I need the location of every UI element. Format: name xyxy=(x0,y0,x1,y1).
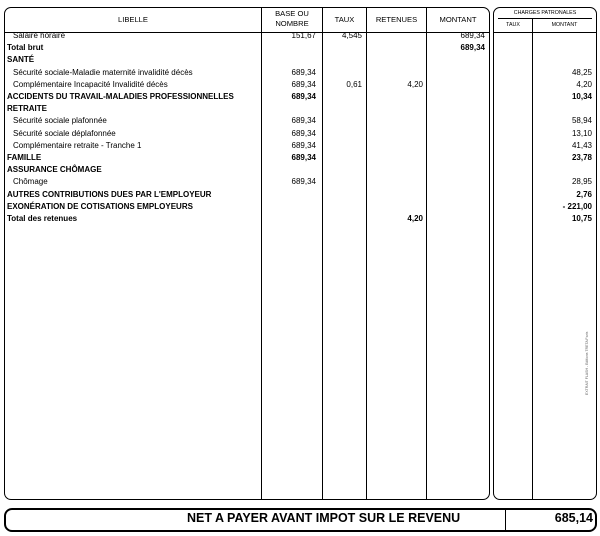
table-row xyxy=(0,128,600,140)
employer-header-montant: MONTANT xyxy=(551,22,578,28)
table-row xyxy=(0,140,600,152)
table-row xyxy=(0,164,600,176)
row-base: 689,34 xyxy=(291,67,316,77)
row-base: 689,34 xyxy=(291,177,316,187)
row-base: 689,34 xyxy=(291,92,316,101)
row-charge: 23,78 xyxy=(571,153,592,162)
row-label: Sécurité sociale-Maladie maternité invalidité décès xyxy=(13,67,193,77)
row-base: 151,67 xyxy=(291,31,316,40)
header-taux: TAUX xyxy=(334,15,355,24)
row-taux: 0,61 xyxy=(346,79,362,89)
net-pay-value: 685,14 xyxy=(554,511,593,525)
table-row xyxy=(0,213,600,225)
row-label: EXONÉRATION DE COTISATIONS EMPLOYEURS xyxy=(7,201,193,211)
row-retenues: 4,20 xyxy=(407,79,423,89)
table-row xyxy=(0,30,600,42)
row-charge: 48,25 xyxy=(571,67,592,77)
table-row xyxy=(0,152,600,164)
row-montant: 689,34 xyxy=(460,43,485,53)
row-label: Sécurité sociale déplafonnée xyxy=(13,128,116,138)
row-base: 689,34 xyxy=(291,128,316,138)
table-row xyxy=(0,42,600,54)
table-row xyxy=(0,103,600,115)
row-charge: 13,10 xyxy=(571,128,592,138)
row-label: Total des retenues xyxy=(7,214,78,223)
row-charge: 28,95 xyxy=(571,177,592,187)
row-retenues: 4,20 xyxy=(407,214,423,223)
row-label: AUTRES CONTRIBUTIONS DUES PAR L'EMPLOYEUR xyxy=(7,189,212,199)
row-label: ACCIDENTS DU TRAVAIL-MALADIES PROFESSIONNELLES xyxy=(7,92,234,101)
header-libelle: LIBELLE xyxy=(118,15,148,24)
row-label: Complémentaire Incapacité Invalidité décès xyxy=(13,79,168,89)
net-pay-separator xyxy=(505,510,506,530)
header-base: BASE OU NOMBRE xyxy=(275,9,309,28)
row-base: 689,34 xyxy=(291,79,316,89)
row-base: 689,34 xyxy=(291,153,316,162)
row-base: 689,34 xyxy=(291,140,316,150)
row-charge: 41,43 xyxy=(571,140,592,150)
row-label: Chômage xyxy=(13,177,48,187)
row-label: Total brut xyxy=(7,43,44,53)
row-label: Complémentaire retraite - Tranche 1 xyxy=(13,140,142,150)
row-montant: 689,34 xyxy=(460,31,485,40)
header-montant: MONTANT xyxy=(439,15,477,24)
employer-title: CHARGES PATRONALES xyxy=(513,10,577,16)
row-charge: 2,76 xyxy=(576,189,592,199)
row-label: RETRAITE xyxy=(7,104,47,114)
employer-title-divider xyxy=(498,18,592,19)
row-charge: 4,20 xyxy=(576,79,592,89)
table-row xyxy=(0,79,600,91)
row-charge: - 221,00 xyxy=(562,201,592,211)
table-row xyxy=(0,176,600,188)
table-row xyxy=(0,115,600,127)
net-pay-label: NET A PAYER AVANT IMPOT SUR LE REVENU xyxy=(187,511,461,525)
header-retenues: RETENUES xyxy=(375,15,418,24)
table-row xyxy=(0,54,600,66)
row-label: SANTÉ xyxy=(7,55,35,65)
row-label: FAMILLE xyxy=(7,153,42,162)
table-row xyxy=(0,91,600,103)
table-row xyxy=(0,67,600,79)
row-base: 689,34 xyxy=(291,116,316,126)
table-row xyxy=(0,189,600,201)
table-row xyxy=(0,201,600,213)
row-label: Sécurité sociale plafonnée xyxy=(13,116,107,126)
row-charge: 58,94 xyxy=(571,116,592,126)
vertical-note: EXTRAIT FLASH - Editions TRETA Paris xyxy=(585,331,589,395)
row-label: Salaire horaire xyxy=(13,31,66,40)
row-taux: 4,545 xyxy=(341,31,362,40)
row-charge: 10,75 xyxy=(571,214,592,223)
row-label: ASSURANCE CHÔMAGE xyxy=(7,165,102,175)
employer-header-taux: TAUX xyxy=(506,22,520,28)
row-charge: 10,34 xyxy=(571,92,592,101)
